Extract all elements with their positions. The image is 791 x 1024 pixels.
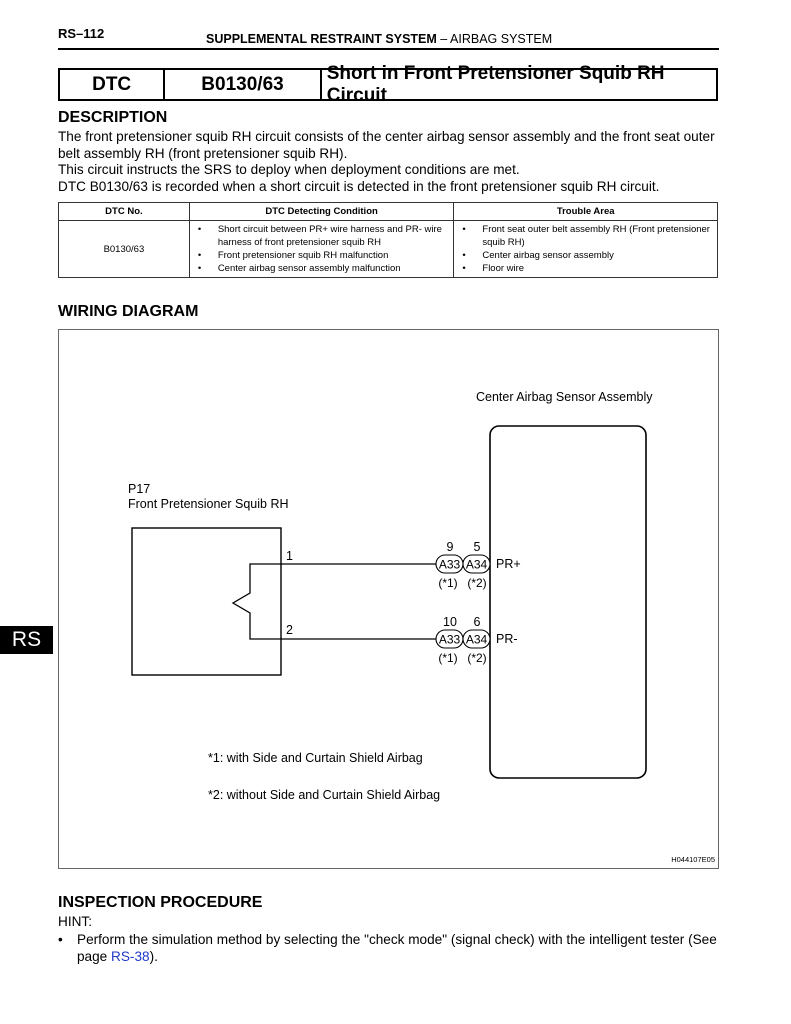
- hint-text-start: Perform the simulation method by selecting the "check mode" (signal check) with the intelligent tester (See page: [77, 932, 717, 964]
- footnote-2: *2: without Side and Curtain Shield Airbag: [208, 788, 441, 802]
- page-number: RS–112: [58, 26, 105, 41]
- section-side-tab: RS: [0, 626, 53, 654]
- connector-label: A34: [465, 557, 488, 572]
- connector-label: A33: [438, 557, 461, 572]
- pin-number: 6: [473, 615, 481, 629]
- squib-code: P17: [128, 482, 151, 496]
- column-header-dtc-no: DTC No.: [59, 203, 190, 221]
- connector-label: A33: [438, 632, 461, 647]
- description-paragraph: DTC B0130/63 is recorded when a short circuit is detected in the front pretensioner squib RH circuit.: [58, 178, 660, 194]
- squib-pin-2: 2: [286, 623, 293, 637]
- hint-label: HINT:: [58, 914, 92, 929]
- hint-item: [58, 931, 728, 965]
- description-text: [58, 129, 728, 195]
- cell-trouble-areas: [454, 221, 718, 278]
- list-item: • Center airbag sensor assembly malfunction: [196, 262, 448, 275]
- squib-pin-1: 1: [286, 549, 293, 563]
- hint-text: [77, 931, 728, 965]
- pin-number: 10: [443, 615, 457, 629]
- cell-dtc-no: B0130/63: [59, 221, 190, 278]
- footnote-ref: (*2): [467, 576, 487, 590]
- section-title: SUPPLEMENTAL RESTRAINT SYSTEM: [206, 32, 437, 46]
- dtc-table: [58, 202, 718, 278]
- header-separator: –: [440, 32, 448, 46]
- ecu-label: Center Airbag Sensor Assembly: [476, 390, 653, 404]
- description-paragraph: This circuit instructs the SRS to deploy when deployment conditions are met.: [58, 162, 520, 177]
- list-item: • Short circuit between PR+ wire harness and PR- wire harness of front pretensioner squib RH: [196, 223, 448, 249]
- list-item: • Front seat outer belt assembly RH (Front pretensioner squib RH): [460, 223, 711, 249]
- dtc-title-box: [58, 62, 718, 106]
- pin-number: 9: [446, 540, 454, 554]
- list-item: • Floor wire: [460, 262, 711, 275]
- section-subtitle: AIRBAG SYSTEM: [450, 32, 553, 46]
- hint-text-end: ).: [149, 949, 158, 964]
- dtc-code: B0130/63: [165, 70, 321, 99]
- wiring-diagram: [58, 329, 719, 869]
- footnote-ref: (*1): [438, 651, 458, 665]
- signal-label: PR+: [496, 557, 521, 571]
- ecu-box: [490, 426, 646, 778]
- connector-label: A34: [465, 632, 488, 647]
- dtc-title: Short in Front Pretensioner Squib RH Circuit: [326, 62, 665, 106]
- condition-list: [196, 223, 448, 275]
- footnote-ref: (*1): [438, 576, 458, 590]
- list-item: • Center airbag sensor assembly: [460, 249, 711, 262]
- wiring-heading: WIRING DIAGRAM: [58, 303, 199, 320]
- description-paragraph: The front pretensioner squib RH circuit consists of the center airbag sensor assembly and the front seat outer belt assembly RH (front pretensioner squib RH).: [58, 129, 715, 161]
- cell-conditions: [189, 221, 454, 278]
- table-header-row: [59, 203, 718, 221]
- description-heading: DESCRIPTION: [58, 109, 168, 126]
- inspection-heading: INSPECTION PROCEDURE: [58, 894, 263, 911]
- list-item: • Front pretensioner squib RH malfunction: [196, 249, 448, 262]
- figure-code: H044107E05: [671, 855, 715, 864]
- dtc-label: DTC: [60, 70, 165, 99]
- footnote-1: *1: with Side and Curtain Shield Airbag: [208, 751, 423, 765]
- column-header-condition: DTC Detecting Condition: [189, 203, 454, 221]
- page-link-rs-38[interactable]: RS-38: [111, 949, 150, 964]
- squib-name: Front Pretensioner Squib RH: [128, 497, 289, 511]
- squib-box: [132, 528, 281, 675]
- footnote-ref: (*2): [467, 651, 487, 665]
- column-header-trouble-area: Trouble Area: [454, 203, 718, 221]
- signal-label: PR-: [496, 632, 518, 646]
- table-row: [59, 221, 718, 278]
- section-header: [206, 32, 552, 46]
- pin-number: 5: [473, 540, 481, 554]
- squib-element-symbol: [233, 564, 281, 639]
- trouble-area-list: [460, 223, 711, 275]
- bullet: •: [58, 932, 63, 947]
- header-rule: [58, 48, 719, 50]
